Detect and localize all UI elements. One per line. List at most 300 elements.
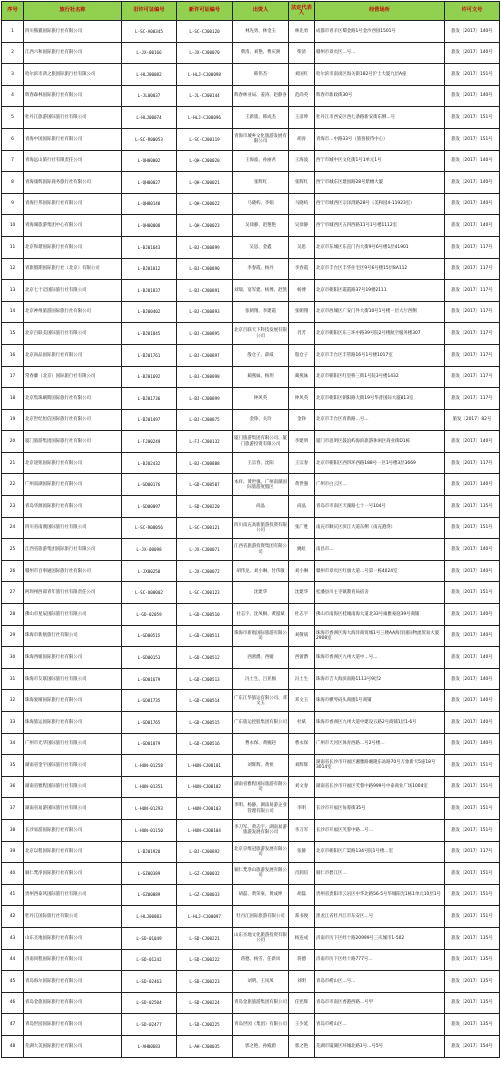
cell-legal-rep: 李明: [289, 798, 315, 820]
cell-permit-doc: 旅发〔2017〕151号: [445, 863, 500, 885]
cell-index: 45: [2, 971, 24, 993]
cell-investor: 韩伟杰: [233, 64, 289, 86]
cell-agency-name: 四川省南澳国际旅行社有限公司: [24, 517, 122, 539]
table-row: [2, 539, 500, 561]
cell-permit-doc: 旅发〔2017〕140号: [445, 172, 500, 194]
cell-permit-doc: 旅发〔2017〕140号: [445, 215, 500, 237]
cell-agency-name: 青岛世园国际旅行社有限公司: [24, 1014, 122, 1036]
cell-legal-rep: 郑书俊: [289, 906, 315, 928]
cell-address: 青岛市市南区天湖路七十一号104号: [315, 496, 445, 518]
cell-agency-name: 北京百联美国际旅行社有限公司: [24, 323, 122, 345]
cell-investor: 吴徐静、赵艳艳: [233, 215, 289, 237]
header-permit-doc: 许可文号: [445, 2, 500, 21]
header-index: 序号: [2, 2, 24, 21]
cell-index: 24: [2, 517, 24, 539]
cell-index: 36: [2, 776, 24, 798]
cell-address: 长沙市开福区芙蓉中路…号…: [315, 819, 445, 841]
cell-investor: 王海波、孙丽君: [233, 150, 289, 172]
cell-permit-doc: 旅发〔2017〕117号: [445, 323, 500, 345]
table-row: [2, 798, 500, 820]
cell-agency-name: 济南同程国际旅行社有限公司: [24, 949, 122, 971]
cell-legal-rep: 邓文玉: [289, 690, 315, 712]
cell-legal-rep: 王宗春: [289, 452, 315, 474]
cell-index: 22: [2, 474, 24, 496]
cell-agency-name: 珠海市新航旅行社有限公司: [24, 625, 122, 647]
cell-legal-rep: 杨连成: [289, 927, 315, 949]
cell-investor: 林先勇、林金玉: [233, 21, 289, 43]
cell-investor: 青岛金旅旅游集团有限公司: [233, 992, 289, 1014]
cell-investor: 王宗春、沈阳: [233, 452, 289, 474]
cell-agency-name: 广州市光华国际旅行社有限公司: [24, 733, 122, 755]
cell-permit-doc: 旅发〔2017〕140号: [445, 560, 500, 582]
cell-index: 47: [2, 1014, 24, 1036]
cell-index: 31: [2, 668, 24, 690]
cell-index: 14: [2, 301, 24, 323]
cell-index: 39: [2, 841, 24, 863]
table-row: [2, 884, 500, 906]
table-row: [2, 496, 500, 518]
cell-old-license: L-SC-R00056: [122, 517, 177, 539]
cell-permit-doc: 旅发〔2017〕135号: [445, 992, 500, 1014]
cell-agency-name: 北京以程国际旅行社有限公司: [24, 841, 122, 863]
cell-legal-rep: 柴清: [289, 42, 315, 64]
cell-new-license: L-HUN-CJ00104: [177, 819, 233, 841]
cell-permit-doc: 旅发〔2017〕117号: [445, 280, 500, 302]
cell-index: 41: [2, 884, 24, 906]
table-row: [2, 733, 500, 755]
cell-investor: 张朝翔、李建霞: [233, 301, 289, 323]
cell-agency-name: 珠海西媛国际旅行社有限公司: [24, 647, 122, 669]
cell-index: 6: [2, 128, 24, 150]
cell-address: 长沙市开福区每蓉街35号: [315, 798, 445, 820]
cell-index: 37: [2, 798, 24, 820]
cell-investor: 吴思、金鑫: [233, 236, 289, 258]
cell-investor: 金铮、关玲: [233, 409, 289, 431]
cell-old-license: L-GD01765: [122, 712, 177, 734]
cell-investor: 张辉红: [233, 172, 289, 194]
cell-permit-doc: 旅发〔2017〕117号: [445, 258, 500, 280]
table-row: [2, 107, 500, 129]
cell-new-license: L-BJ-CJ00899: [177, 388, 233, 410]
cell-permit-doc: 旅发〔2017〕135号: [445, 496, 500, 518]
cell-address: 松潘县川主寺镇教育局宿舍: [315, 582, 445, 604]
cell-agency-name: 牡丹江国际旅行社有限公司: [24, 906, 122, 928]
cell-legal-rep: 杜斌: [289, 712, 315, 734]
table-row: [2, 388, 500, 410]
cell-index: 48: [2, 1035, 24, 1057]
cell-new-license: L-BJ-CJ00888: [177, 452, 233, 474]
header-investor: 出资人: [233, 2, 289, 21]
cell-agency-name: 铜仁梵净国际旅行社有限公司: [24, 863, 122, 885]
cell-agency-name: 青旅假期国际旅行社（北京）有限公司: [24, 258, 122, 280]
table-row: [2, 647, 500, 669]
cell-old-license: L-QH00008: [122, 215, 177, 237]
cell-investor: 曹永保、黄婉赳: [233, 733, 289, 755]
cell-permit-doc: 旅发〔2017〕140号: [445, 193, 500, 215]
cell-agency-name: 北京神州旅游国际旅行社有限公司: [24, 301, 122, 323]
table-row: [2, 906, 500, 928]
cell-legal-rep: 郭之艳: [289, 1035, 315, 1057]
cell-agency-name: 湖南省易游国际旅行社有限公司: [24, 798, 122, 820]
cell-investor: 江西省旅游投资集团有限公司: [233, 539, 289, 561]
cell-legal-rep: 刘文春: [289, 776, 315, 798]
cell-legal-rep: 殷仓子: [289, 344, 315, 366]
cell-agency-name: 江西省旅游集团国际旅行社有限公司: [24, 539, 122, 561]
cell-agency-name: 厦门旅游集团国际旅行社有限公司: [24, 431, 122, 453]
table-row: [2, 1035, 500, 1057]
cell-old-license: L-JX-00098: [122, 539, 177, 561]
cell-new-license: L-SD-CJ00222: [177, 949, 233, 971]
cell-old-license: L-BJ02432: [122, 452, 177, 474]
cell-index: 29: [2, 625, 24, 647]
cell-index: 25: [2, 539, 24, 561]
cell-investor: 李刀军、黄志宇、湖南易游旅游发展有限公司: [233, 819, 289, 841]
cell-old-license: L-HUN-01150: [122, 819, 177, 841]
cell-new-license: L-GD-CJ00516: [177, 733, 233, 755]
cell-address: 北京市丰台区丰华住宅区9号6号楼15层8A112: [315, 258, 445, 280]
cell-index: 30: [2, 647, 24, 669]
cell-agency-name: 长沙易游国际旅行社有限公司: [24, 819, 122, 841]
cell-legal-rep: 肖润培: [289, 863, 315, 885]
header-new-license: 新许可证编号: [177, 2, 233, 21]
cell-permit-doc: 旅发〔2017〕151号: [445, 906, 500, 928]
cell-agency-name: 珠海市友联国际旅行社有限公司: [24, 668, 122, 690]
cell-investor: 胡伟龙、刘小琳、付伟敏: [233, 560, 289, 582]
cell-permit-doc: 旅发〔2017〕117号: [445, 388, 500, 410]
cell-index: 2: [2, 42, 24, 64]
cell-investor: 李春霞、杨丹: [233, 258, 289, 280]
cell-legal-rep: 蒋德: [289, 949, 315, 971]
cell-index: 42: [2, 906, 24, 928]
cell-investor: 山东圣地文化旅游投资有限公司: [233, 927, 289, 949]
cell-old-license: L-SD00097: [122, 496, 177, 518]
cell-legal-rep: 李刀军: [289, 819, 315, 841]
cell-investor: 青海市城乡文化旅游发展有限公司: [233, 128, 289, 150]
cell-old-license: L-FJ00249: [122, 431, 177, 453]
table-row: [2, 992, 500, 1014]
cell-agency-name: 湖南省金宇国际旅行社有限公司: [24, 755, 122, 777]
cell-old-license: L-SC-U00002: [122, 582, 177, 604]
cell-old-license: L-BJ01497: [122, 409, 177, 431]
cell-new-license: L-SC-CJ00121: [177, 517, 233, 539]
cell-address: 铜仁市碧江区…: [315, 863, 445, 885]
cell-new-license: L-QH-CJ00023: [177, 215, 233, 237]
cell-address: 北京市西城区广安门外大街10号1号楼一层大厅西侧: [315, 301, 445, 323]
table-header-row: [2, 2, 500, 21]
cell-old-license: L-JX-00166: [122, 42, 177, 64]
cell-new-license: L-GD-CJ00515: [177, 712, 233, 734]
cell-new-license: L-JX-CJ00072: [177, 560, 233, 582]
cell-legal-rep: 范尚英: [289, 85, 315, 107]
cell-old-license: L-BJ01920: [122, 841, 177, 863]
cell-address: 广州市白云区…: [315, 474, 445, 496]
cell-address: 湖南省长沙市开福区湘雅路湘隆东站路70号万象新天5座18号3014室: [315, 755, 445, 777]
cell-legal-rep: 王少延: [289, 1014, 315, 1036]
cell-new-license: L-SC-CJ00119: [177, 128, 233, 150]
cell-new-license: L-HLJ-CJ00097: [177, 906, 233, 928]
cell-old-license: L-SD-01242: [122, 949, 177, 971]
cell-old-license: L-HUN-01351: [122, 776, 177, 798]
cell-old-license: L-GD-02059: [122, 604, 177, 626]
cell-investor: 四川南充高新旅游投资有限公司: [233, 517, 289, 539]
cell-address: 北京市朝阳区广渠路134号院1号楼…室: [315, 841, 445, 863]
table-row: [2, 21, 500, 43]
cell-address: 西宁市城西区五四西路11号1号楼1112室: [315, 215, 445, 237]
cell-address: 厦门市思明区鼓浪屿海滨旅游休闲区商业街D1栋: [315, 431, 445, 453]
cell-old-license: L-GD01735: [122, 690, 177, 712]
cell-new-license: L-HUN-CJ00101: [177, 755, 233, 777]
cell-permit-doc: 旅发〔2017〕140号: [445, 712, 500, 734]
cell-agency-name: 辉春森林国际旅行社有限公司: [24, 85, 122, 107]
cell-investor: 西蕾爵、西媛: [233, 647, 289, 669]
cell-investor: 李明、杨静、湖南易游企业管理有限公司: [233, 798, 289, 820]
cell-new-license: L-JX-CJ00070: [177, 42, 233, 64]
cell-agency-name: 佛山市星辰国际旅行社有限公司: [24, 604, 122, 626]
cell-new-license: L-BJ-CJ00897: [177, 344, 233, 366]
cell-legal-rep: 杜志宇: [289, 604, 315, 626]
cell-address: 芜湖市镜湖区环城北路1号…号5号: [315, 1035, 445, 1057]
cell-investor: 广东旅运控股集团有限公司: [233, 712, 289, 734]
cell-old-license: L-AH00683: [122, 1035, 177, 1057]
cell-old-license: L-JL00037: [122, 85, 177, 107]
cell-investor: 钟风英: [233, 388, 289, 410]
cell-permit-doc: 旅发〔2017〕117号: [445, 366, 500, 388]
cell-old-license: L-SD-01049: [122, 927, 177, 949]
cell-index: 3: [2, 64, 24, 86]
table-row: [2, 863, 500, 885]
cell-new-license: L-GD-CJ00514: [177, 690, 233, 712]
table-row: [2, 690, 500, 712]
cell-permit-doc: 旅发〔2017〕151号: [445, 128, 500, 150]
table-row: [2, 280, 500, 302]
table-row: [2, 193, 500, 215]
header-legal-rep: 法定代表人: [289, 2, 315, 21]
cell-permit-doc: 旅发〔2017〕140号: [445, 647, 500, 669]
cell-address: 青岛市崂山区…: [315, 1014, 445, 1036]
cell-permit-doc: 旅发〔2017〕140号: [445, 150, 500, 172]
cell-legal-rep: 张辉红: [289, 172, 315, 194]
cell-new-license: L-BJ-CJ00875: [177, 409, 233, 431]
table-row: [2, 409, 500, 431]
cell-old-license: L-QH00148: [122, 193, 177, 215]
cell-new-license: L-GD-CJ00513: [177, 668, 233, 690]
table-row: [2, 344, 500, 366]
cell-agency-name: 青海远山旅行社有限责任公司: [24, 150, 122, 172]
cell-new-license: L-HUN-CJ00102: [177, 776, 233, 798]
cell-address: 辉春市新政街30号: [315, 85, 445, 107]
travel-agency-table: [1, 1, 500, 1058]
cell-investor: 厦门旅游集团有限公司、厦门旅游投资有限公司: [233, 431, 289, 453]
cell-permit-doc: 旅发〔2017〕154号: [445, 1035, 500, 1057]
cell-investor: 尚晶: [233, 496, 289, 518]
cell-new-license: L-AH-CJ00035: [177, 1035, 233, 1057]
cell-old-license: L-GZ00089: [122, 884, 177, 906]
cell-legal-rep: 刘敬斌: [289, 625, 315, 647]
cell-new-license: L-GZ-CJ00032: [177, 863, 233, 885]
cell-new-license: L-SD-CJ00224: [177, 992, 233, 1014]
cell-index: 19: [2, 409, 24, 431]
header-old-license: 旧许可证编号: [122, 2, 177, 21]
cell-legal-rep: 胡涛: [289, 128, 315, 150]
cell-new-license: L-FJ-CJ00132: [177, 431, 233, 453]
cell-agency-name: 芜湖大美国际旅行社有限公司: [24, 1035, 122, 1057]
cell-agency-name: 牡丹江旅游国际旅行社有限公司: [24, 107, 122, 129]
cell-index: 1: [2, 21, 24, 43]
cell-permit-doc: 旅发〔2017〕151号: [445, 798, 500, 820]
cell-investor: 本祥、黄世强、广州南湖国际旅游度假区: [233, 474, 289, 496]
cell-old-license: L-GD00515: [122, 625, 177, 647]
table-row: [2, 755, 500, 777]
cell-address: 南昌市…: [315, 539, 445, 561]
cell-agency-name: 赣州市百事通国际旅行社有限公司: [24, 560, 122, 582]
cell-new-license: L-SD-CJ00223: [177, 971, 233, 993]
table-row: [2, 42, 500, 64]
cell-agency-name: 珠海旅运国际旅行社有限公司: [24, 712, 122, 734]
cell-agency-name: 阿坝州西部青年旅行社有限责任公司: [24, 582, 122, 604]
table-row: [2, 150, 500, 172]
cell-address: 北京市丰台区育新路…号…: [315, 409, 445, 431]
cell-address: 北京市朝阳区霞霞路37号19楼2111: [315, 280, 445, 302]
cell-address: 北京市东城区东直门内大街9号6号楼1层41901: [315, 236, 445, 258]
cell-new-license: L-GD-CJ00511: [177, 625, 233, 647]
table-row: [2, 1014, 500, 1036]
cell-new-license: L-HLJ-CJ00096: [177, 107, 233, 129]
cell-address: 西宁市城西区宗泽湾路28号（美和园4-11923室）: [315, 193, 445, 215]
table-row: [2, 604, 500, 626]
cell-index: 17: [2, 366, 24, 388]
cell-legal-rep: 刘国红: [289, 64, 315, 86]
cell-permit-doc: 旅发〔2017〕151号: [445, 582, 500, 604]
cell-legal-rep: 任宪辉: [289, 992, 315, 1014]
cell-index: 13: [2, 280, 24, 302]
cell-index: 15: [2, 323, 24, 345]
cell-agency-name: 青海康辉国际商务旅行社有限公司: [24, 172, 122, 194]
table-row: [2, 927, 500, 949]
cell-index: 5: [2, 107, 24, 129]
cell-index: 20: [2, 431, 24, 453]
cell-new-license: L-JX-CJ00071: [177, 539, 233, 561]
table-row: [2, 301, 500, 323]
cell-new-license: L-BJ-CJ00898: [177, 366, 233, 388]
cell-investor: 柴清、刘艳、曹庆洲: [233, 42, 289, 64]
cell-new-license: L-HUN-CJ00103: [177, 798, 233, 820]
cell-permit-doc: 旅发〔2017〕117号: [445, 452, 500, 474]
cell-index: 44: [2, 949, 24, 971]
cell-legal-rep: 吴思: [289, 236, 315, 258]
cell-old-license: L-BJ01845: [122, 323, 177, 345]
cell-legal-rep: 张静: [289, 841, 315, 863]
cell-index: 27: [2, 582, 24, 604]
cell-old-license: L-HLJ00074: [122, 107, 177, 129]
cell-investor: 蒋德、杨雪、任新凤: [233, 949, 289, 971]
cell-legal-rep: 黄世强: [289, 474, 315, 496]
cell-permit-doc: 旅发〔2017〕151号: [445, 776, 500, 798]
cell-agency-name: 广州南湖国际旅行社有限公司: [24, 474, 122, 496]
cell-index: 8: [2, 172, 24, 194]
cell-permit-doc: 旅发〔2017〕135号: [445, 949, 500, 971]
cell-new-license: L-QH-CJ00020: [177, 150, 233, 172]
cell-new-license: L-GD-CJ00512: [177, 647, 233, 669]
cell-agency-name: 贵州西泰风国际旅行社有限公司: [24, 884, 122, 906]
cell-legal-rep: 李春霞: [289, 258, 315, 280]
cell-index: 33: [2, 712, 24, 734]
table-row: [2, 366, 500, 388]
cell-address: 佛山市南海区桂城南海大道北33号雍雅豪庭39号商铺: [315, 604, 445, 626]
cell-address: 赣州市章贡区…号…: [315, 42, 445, 64]
cell-old-license: L-HLJ00083: [122, 906, 177, 928]
cell-investor: 青岛世园（集团）有限公司: [233, 1014, 289, 1036]
cell-new-license: L-BJ-CJ00899: [177, 236, 233, 258]
cell-address: 赣州市章贡区红旗大道…号第一栋4024室: [315, 560, 445, 582]
cell-new-license: L-BJ-CJ00891: [177, 280, 233, 302]
cell-index: 7: [2, 150, 24, 172]
cell-old-license: L-HLJ00082: [122, 64, 177, 86]
cell-legal-rep: 冯土生: [289, 668, 315, 690]
table-row: [2, 431, 500, 453]
table-row: [2, 452, 500, 474]
cell-permit-doc: 旅发〔2017〕140号: [445, 21, 500, 43]
cell-permit-doc: 旅发〔2017〕117号: [445, 841, 500, 863]
cell-index: 18: [2, 388, 24, 410]
cell-permit-doc: 旅发〔2017〕135号: [445, 1014, 500, 1036]
cell-new-license: L-JL-CJ00144: [177, 85, 233, 107]
cell-old-license: L-SD-02477: [122, 1014, 177, 1036]
cell-permit-doc: 旅发〔2017〕140号: [445, 85, 500, 107]
cell-agency-name: 常春藤（北京）国际旅行社有限公司: [24, 366, 122, 388]
cell-index: 11: [2, 236, 24, 258]
cell-index: 10: [2, 215, 24, 237]
table-row: [2, 517, 500, 539]
table-row: [2, 215, 500, 237]
cell-investor: 刘辉辉、黄侯: [233, 755, 289, 777]
table-row: [2, 236, 500, 258]
cell-index: 4: [2, 85, 24, 107]
cell-index: 38: [2, 819, 24, 841]
cell-agency-name: 山东圣地国际旅行社有限公司: [24, 927, 122, 949]
cell-address: 珠海市横琴码头商圈1号商铺: [315, 690, 445, 712]
cell-index: 21: [2, 452, 24, 474]
cell-legal-rep: 林先勇: [289, 21, 315, 43]
cell-agency-name: 青海中国国际旅行社有限公司: [24, 128, 122, 150]
cell-agency-name: 北京和谐国际旅行社有限公司: [24, 236, 122, 258]
cell-new-license: L-BJ-CJ00890: [177, 258, 233, 280]
cell-legal-rep: 杨博: [289, 280, 315, 302]
cell-agency-name: 北京途铭国际旅行社有限公司: [24, 452, 122, 474]
cell-old-license: L-SC-A00345: [122, 21, 177, 43]
cell-agency-name: 江西六和国际旅行社有限公司: [24, 42, 122, 64]
cell-new-license: L-SD-CJ00221: [177, 927, 233, 949]
cell-address: 西宁市城东区建国路28号紫檀大厦: [315, 172, 445, 194]
cell-old-license: L-QH00002: [122, 150, 177, 172]
cell-agency-name: 青岛金旅国际旅行社有限公司: [24, 992, 122, 1014]
cell-legal-rep: 姚虹: [289, 539, 315, 561]
cell-permit-doc: 旅发〔2017〕140号: [445, 733, 500, 755]
cell-old-license: L-BJ01736: [122, 388, 177, 410]
table-row: [2, 668, 500, 690]
cell-investor: 沈建华: [233, 582, 289, 604]
cell-agency-name: 青岛华源国际旅行社有限公司: [24, 496, 122, 518]
cell-new-license: L-GD-CJ00507: [177, 474, 233, 496]
table-row: [2, 85, 500, 107]
cell-permit-doc: 旅发〔2017〕140号: [445, 690, 500, 712]
cell-address: 成都市青羊区蜀金路1号金沙西园1501号: [315, 21, 445, 43]
cell-address: 湖南省长沙市开福区芙蓉中路999号中泰商业广场1004室: [315, 776, 445, 798]
table-row: [2, 560, 500, 582]
cell-old-license: L-SD-02463: [122, 971, 177, 993]
table-row: [2, 971, 500, 993]
cell-investor: 广东江华旅运有限公司、邓文玉: [233, 690, 289, 712]
cell-permit-doc: 旅发〔2017〕151号: [445, 884, 500, 906]
